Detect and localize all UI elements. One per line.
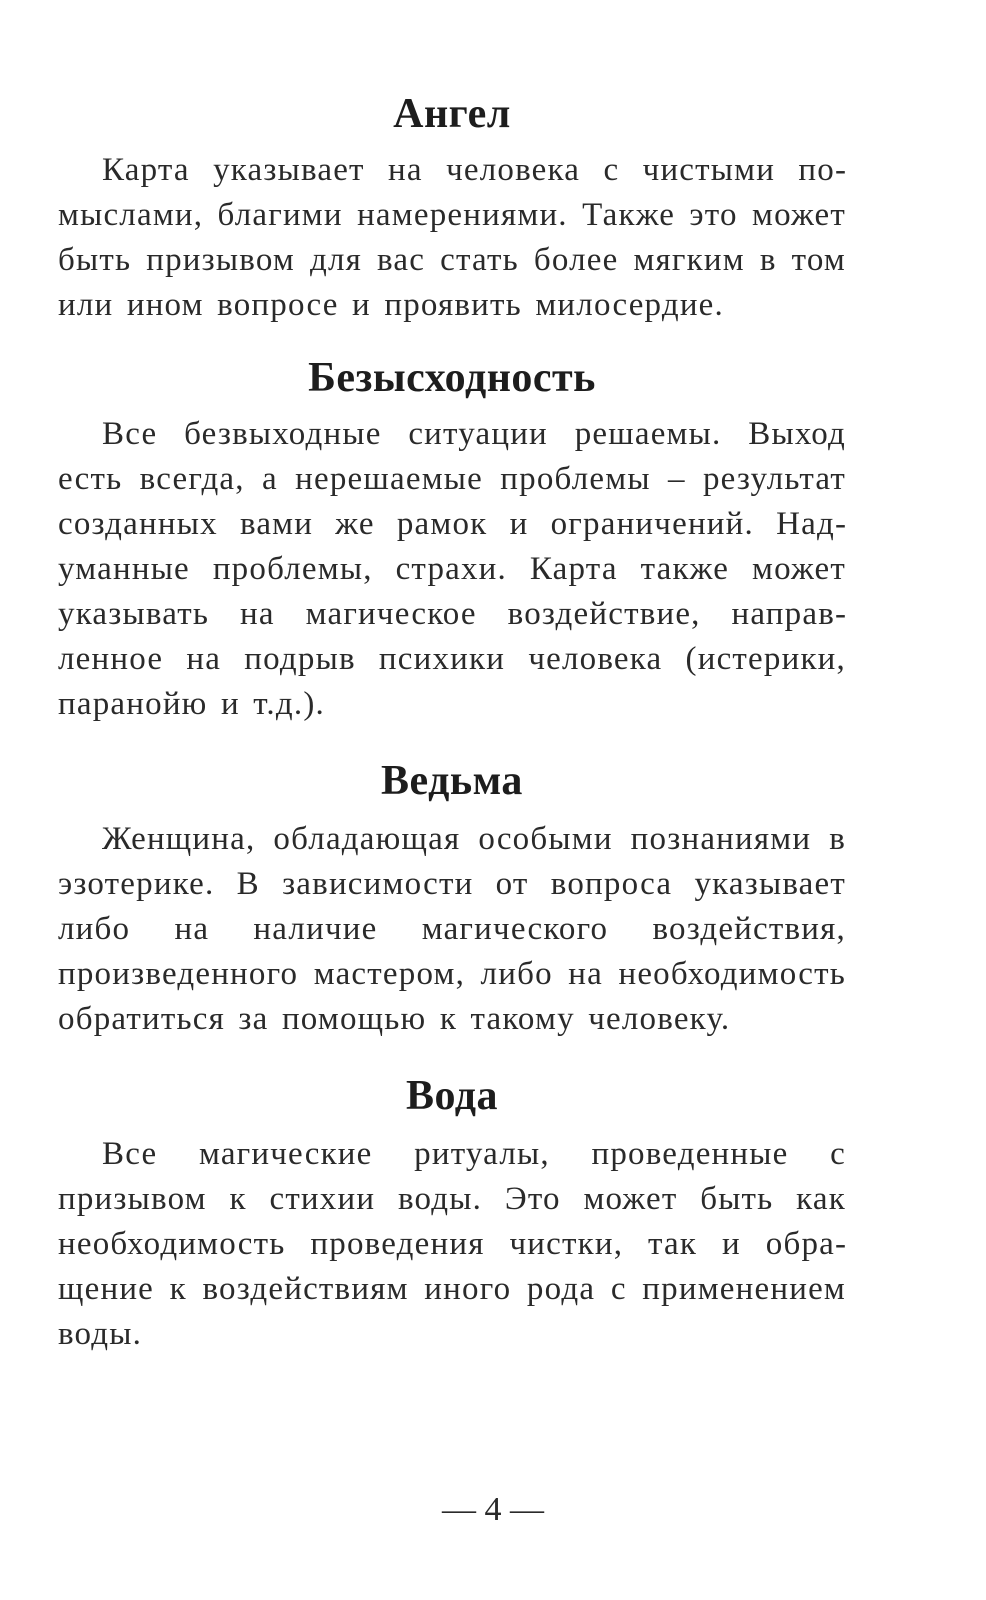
section-angel bbox=[58, 84, 846, 328]
page-number: — 4 — bbox=[442, 1491, 544, 1528]
section-hopelessness bbox=[58, 348, 846, 727]
section-text: Все магические ритуалы, проведенные с призывом к стихии воды. Это может быть как необходимость проведения чистки, так и обращение к воздействиям иного рода с применением воды. bbox=[58, 1136, 846, 1352]
section-text: Все безвыходные ситуации решаемы. Выход есть всегда, а нерешаемые проблемы – результат созданных вами же рамок и ограничений. Надуманные проблемы, страхи. Карта также может указывать на магическое воздействие, направленное на подрыв психики человека (истерики, паранойю и т.д.). bbox=[58, 416, 846, 722]
section-title: Безысходность bbox=[308, 355, 596, 401]
section-title: Ангел bbox=[393, 91, 511, 137]
section-water bbox=[58, 1066, 846, 1357]
section-witch bbox=[58, 751, 846, 1042]
section-title: Ведьма bbox=[381, 758, 523, 804]
section-text: Карта указывает на человека с чистыми помыслами, благими намерениями. Также это может быть призывом для вас стать более мягким в том или ином вопросе и проявить милосердие. bbox=[58, 152, 846, 323]
section-title: Вода bbox=[405, 1073, 499, 1119]
section-text: Женщина, обладающая особыми познаниями в эзотерике. В зависимости от вопроса указывает либо на наличие магического воздействия, произведенного мастером, либо на необходимость обратиться за помощью к такому человеку. bbox=[58, 821, 846, 1037]
